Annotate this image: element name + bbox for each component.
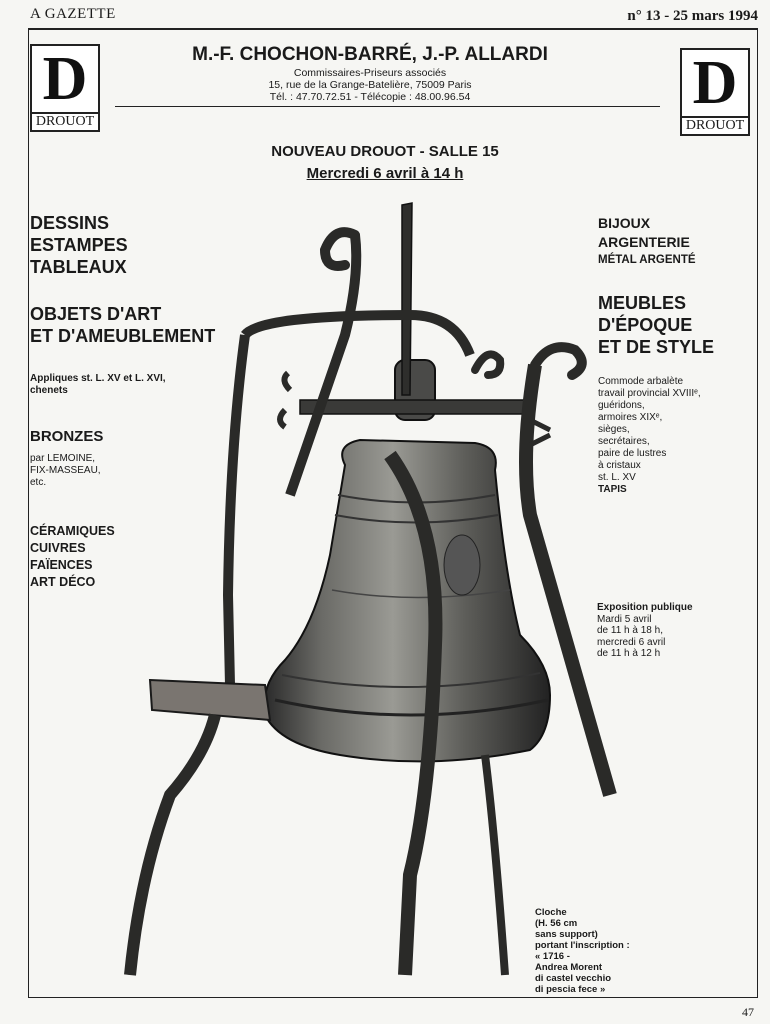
left-category-3: BRONZES xyxy=(30,428,104,445)
detail-line: etc. xyxy=(30,477,47,488)
category-line: TABLEAUX xyxy=(30,257,127,277)
exposition-line: de 11 h à 12 h xyxy=(597,648,661,659)
header-rule xyxy=(28,28,758,30)
issue-info: n° 13 - 25 mars 1994 xyxy=(627,8,758,24)
right-category-tapis: TAPIS xyxy=(598,484,627,495)
detail-line: sièges, xyxy=(598,424,630,435)
category-line: OBJETS D'ART xyxy=(30,304,162,324)
auctioneer-title: Commissaires-Priseurs associés xyxy=(293,67,447,79)
detail-line: travail provincial XVIIIᵉ, xyxy=(598,388,701,399)
drouot-logo-right xyxy=(680,48,750,136)
detail-line: à cristaux xyxy=(598,460,641,471)
detail-line: par LEMOINE, xyxy=(30,453,96,464)
caption-line: Andrea Morent xyxy=(535,962,603,973)
auctioneer-phone: Tél. : 47.70.72.51 - Télécopie : 48.00.96.54 xyxy=(269,91,471,103)
auctioneer-name: M.-F. CHOCHON-BARRÉ, J.-P. ALLARDI xyxy=(192,44,548,65)
newspaper-name: A GAZETTE xyxy=(30,6,116,22)
exposition-line: de 11 h à 18 h, xyxy=(597,625,663,636)
left-category-1 xyxy=(30,212,128,278)
exposition-line: mercredi 6 avril xyxy=(597,636,666,648)
left-category-3-detail xyxy=(30,453,101,489)
caption-line: di castel vecchio xyxy=(535,973,612,984)
right-category-2 xyxy=(598,292,714,358)
sale-date xyxy=(200,165,570,182)
category-line: ET D'AMEUBLEMENT xyxy=(30,326,216,346)
category-line: DESSINS xyxy=(30,213,110,233)
auctioneer-address: 15, rue de la Grange-Batelière, 75009 Paris xyxy=(268,79,472,91)
detail-line: Appliques st. L. XV et L. XVI, xyxy=(30,373,166,384)
page-number: 47 xyxy=(742,1005,754,1019)
sale-venue: NOUVEAU DROUOT - SALLE 15 xyxy=(271,143,499,160)
logo-letter: D xyxy=(42,45,88,113)
left-category-2-detail xyxy=(30,373,166,397)
detail-line: paire de lustres xyxy=(598,448,667,459)
drouot-logo-left xyxy=(30,44,100,132)
frame-left xyxy=(28,30,29,998)
detail-line: st. L. XV xyxy=(598,472,636,483)
category-line: ARGENTERIE xyxy=(598,234,690,250)
right-category-1 xyxy=(598,214,690,252)
caption-line: Cloche xyxy=(535,907,567,918)
caption-line: « 1716 - xyxy=(535,951,570,962)
frame-right xyxy=(757,30,758,998)
category-line: FAÏENCES xyxy=(30,558,93,572)
detail-line: armoires XIXᵉ, xyxy=(598,412,663,423)
category-line: MEUBLES xyxy=(598,293,687,313)
category-line: ART DÉCO xyxy=(30,575,96,589)
right-category-2-detail xyxy=(598,376,701,484)
frame-bottom xyxy=(28,997,758,998)
logo-word: DROUOT xyxy=(32,112,98,129)
sale-date-text: Mercredi 6 avril à 14 h xyxy=(306,165,464,182)
firm-rule xyxy=(115,106,660,107)
photo-caption xyxy=(535,907,630,995)
detail-line: FIX-MASSEAU, xyxy=(30,465,101,476)
detail-line: secrétaires, xyxy=(598,436,650,447)
caption-line: portant l'inscription : xyxy=(535,940,630,951)
left-category-2 xyxy=(30,303,215,347)
exposition-line: Mardi 5 avril xyxy=(597,613,652,625)
caption-line: di pescia fece » xyxy=(535,984,606,995)
exposition-title: Exposition publique xyxy=(597,602,693,613)
category-line: ET DE STYLE xyxy=(598,337,715,357)
category-line: CUIVRES xyxy=(30,541,86,555)
logo-word: DROUOT xyxy=(682,116,748,133)
exposition-block xyxy=(597,602,693,660)
caption-line: sans support) xyxy=(535,929,598,940)
detail-line: guéridons, xyxy=(598,400,645,411)
category-line: ESTAMPES xyxy=(30,235,128,255)
category-line: D'ÉPOQUE xyxy=(598,315,693,335)
logo-letter: D xyxy=(692,49,738,117)
caption-line: (H. 56 cm xyxy=(535,918,578,929)
detail-line: chenets xyxy=(30,385,68,396)
detail-line: Commode arbalète xyxy=(598,376,684,387)
left-category-4 xyxy=(30,523,115,591)
category-line: CÉRAMIQUES xyxy=(30,524,115,538)
category-line: BIJOUX xyxy=(598,215,651,231)
right-category-1-sub: MÉTAL ARGENTÉ xyxy=(598,254,696,266)
